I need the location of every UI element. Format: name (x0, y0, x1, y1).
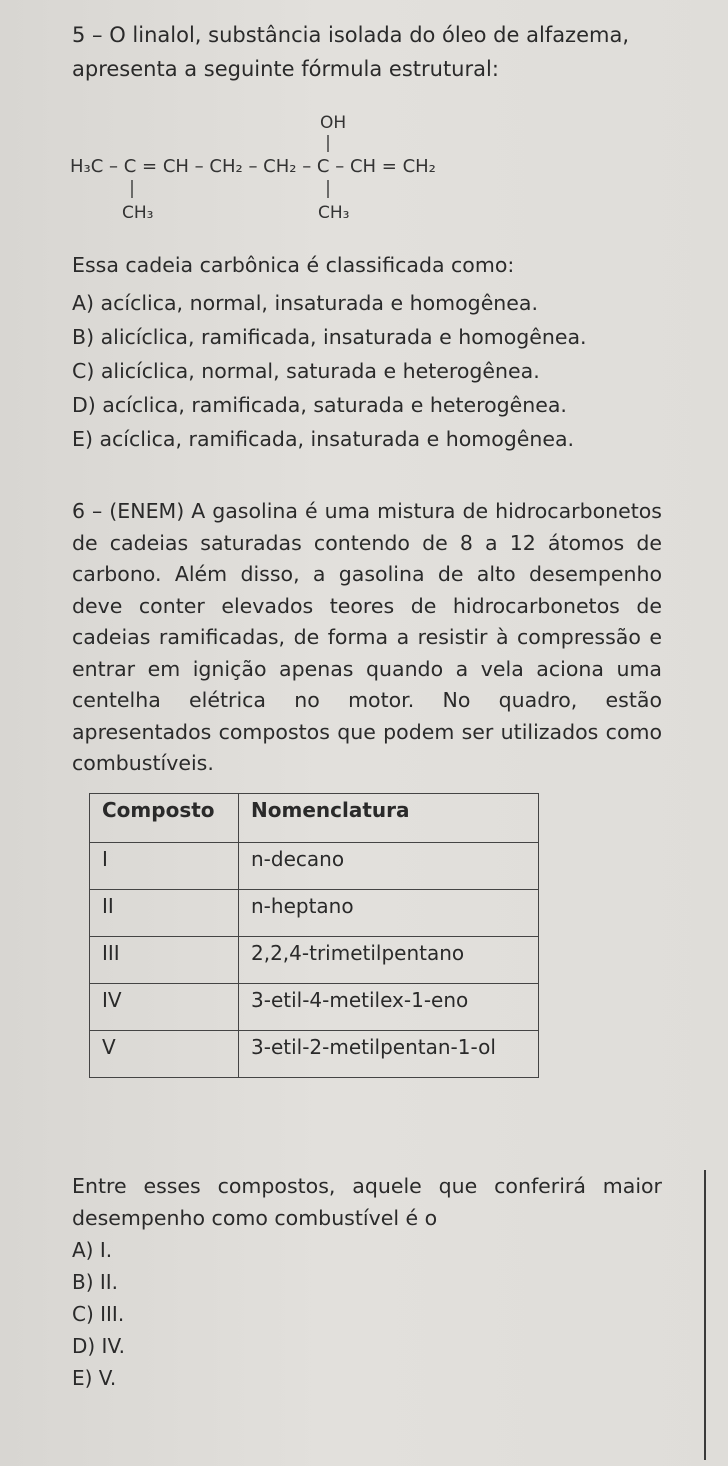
compounds-table (89, 793, 539, 1078)
formula-main-chain: H₃C – C = CH – CH₂ – CH₂ – C – CH = CH₂ (70, 156, 436, 177)
table-row (90, 1031, 539, 1078)
formula-bottom-methyl: CH₃ (318, 203, 350, 223)
q6-option-d: D) IV. (72, 1334, 125, 1358)
q5-option-e: E) acíclica, ramificada, insaturada e homogênea. (72, 427, 575, 451)
q5-option-c: C) alicíclica, normal, saturada e heterogênea. (72, 359, 540, 383)
question-6-stem: Entre esses compostos, aquele que conferirá maior desempenho como combustível é o (72, 1174, 662, 1230)
table-row (90, 890, 539, 937)
table-cell-nomenclature: n-heptano (239, 890, 539, 937)
table-cell-nomenclature: 2,2,4-trimetilpentano (239, 937, 539, 984)
table-cell-nomenclature: 3-etil-2-metilpentan-1-ol (239, 1031, 539, 1078)
table-header-compound: Composto (90, 794, 239, 843)
q6-option-a: A) I. (72, 1238, 113, 1262)
question-5-title: 5 – O linalol, substância isolada do óleo de alfazema, (72, 23, 630, 47)
table-cell-compound: III (90, 937, 239, 984)
table-cell-nomenclature: n-decano (239, 843, 539, 890)
linalool-structural-formula (70, 100, 590, 240)
table-cell-compound: IV (90, 984, 239, 1031)
formula-oh-group: OH (320, 113, 347, 133)
table-row (90, 984, 539, 1031)
q6-option-b: B) II. (72, 1270, 119, 1294)
table-header-row (90, 794, 539, 843)
table-row (90, 843, 539, 890)
table-cell-nomenclature: 3-etil-4-metilex-1-eno (239, 984, 539, 1031)
table-cell-compound: V (90, 1031, 239, 1078)
question-5-stem: Essa cadeia carbônica é classificada como: (72, 253, 515, 277)
question-5-title-continued: apresenta a seguinte fórmula estrutural: (72, 57, 499, 81)
formula-left-methyl: CH₃ (122, 203, 154, 223)
q6-option-e: E) V. (72, 1366, 117, 1390)
q5-option-a: A) acíclica, normal, insaturada e homogênea. (72, 291, 538, 315)
table-header-nomenclature: Nomenclatura (239, 794, 539, 843)
table-cell-compound: I (90, 843, 239, 890)
q5-option-d: D) acíclica, ramificada, saturada e heterogênea. (72, 393, 567, 417)
q6-option-c: C) III. (72, 1302, 125, 1326)
page-margin-line (704, 1170, 706, 1460)
table-row (90, 937, 539, 984)
table-cell-compound: II (90, 890, 239, 937)
question-6-text: 6 – (ENEM) A gasolina é uma mistura de hidrocarbonetos de cadeias saturadas contendo de 8 a 12 átomos de carbono. Além disso, a gasolina de alto desempenho deve conter elevados teores de hidrocarbonetos de cadeias ramificadas, de forma a resistir à compressão e entrar em ignição apenas quando a vela aciona uma centelha elétrica no motor. No quadro, estão apresentados compostos que podem ser utilizados como combustíveis. (72, 499, 662, 775)
q5-option-b: B) alicíclica, ramificada, insaturada e homogênea. (72, 325, 587, 349)
